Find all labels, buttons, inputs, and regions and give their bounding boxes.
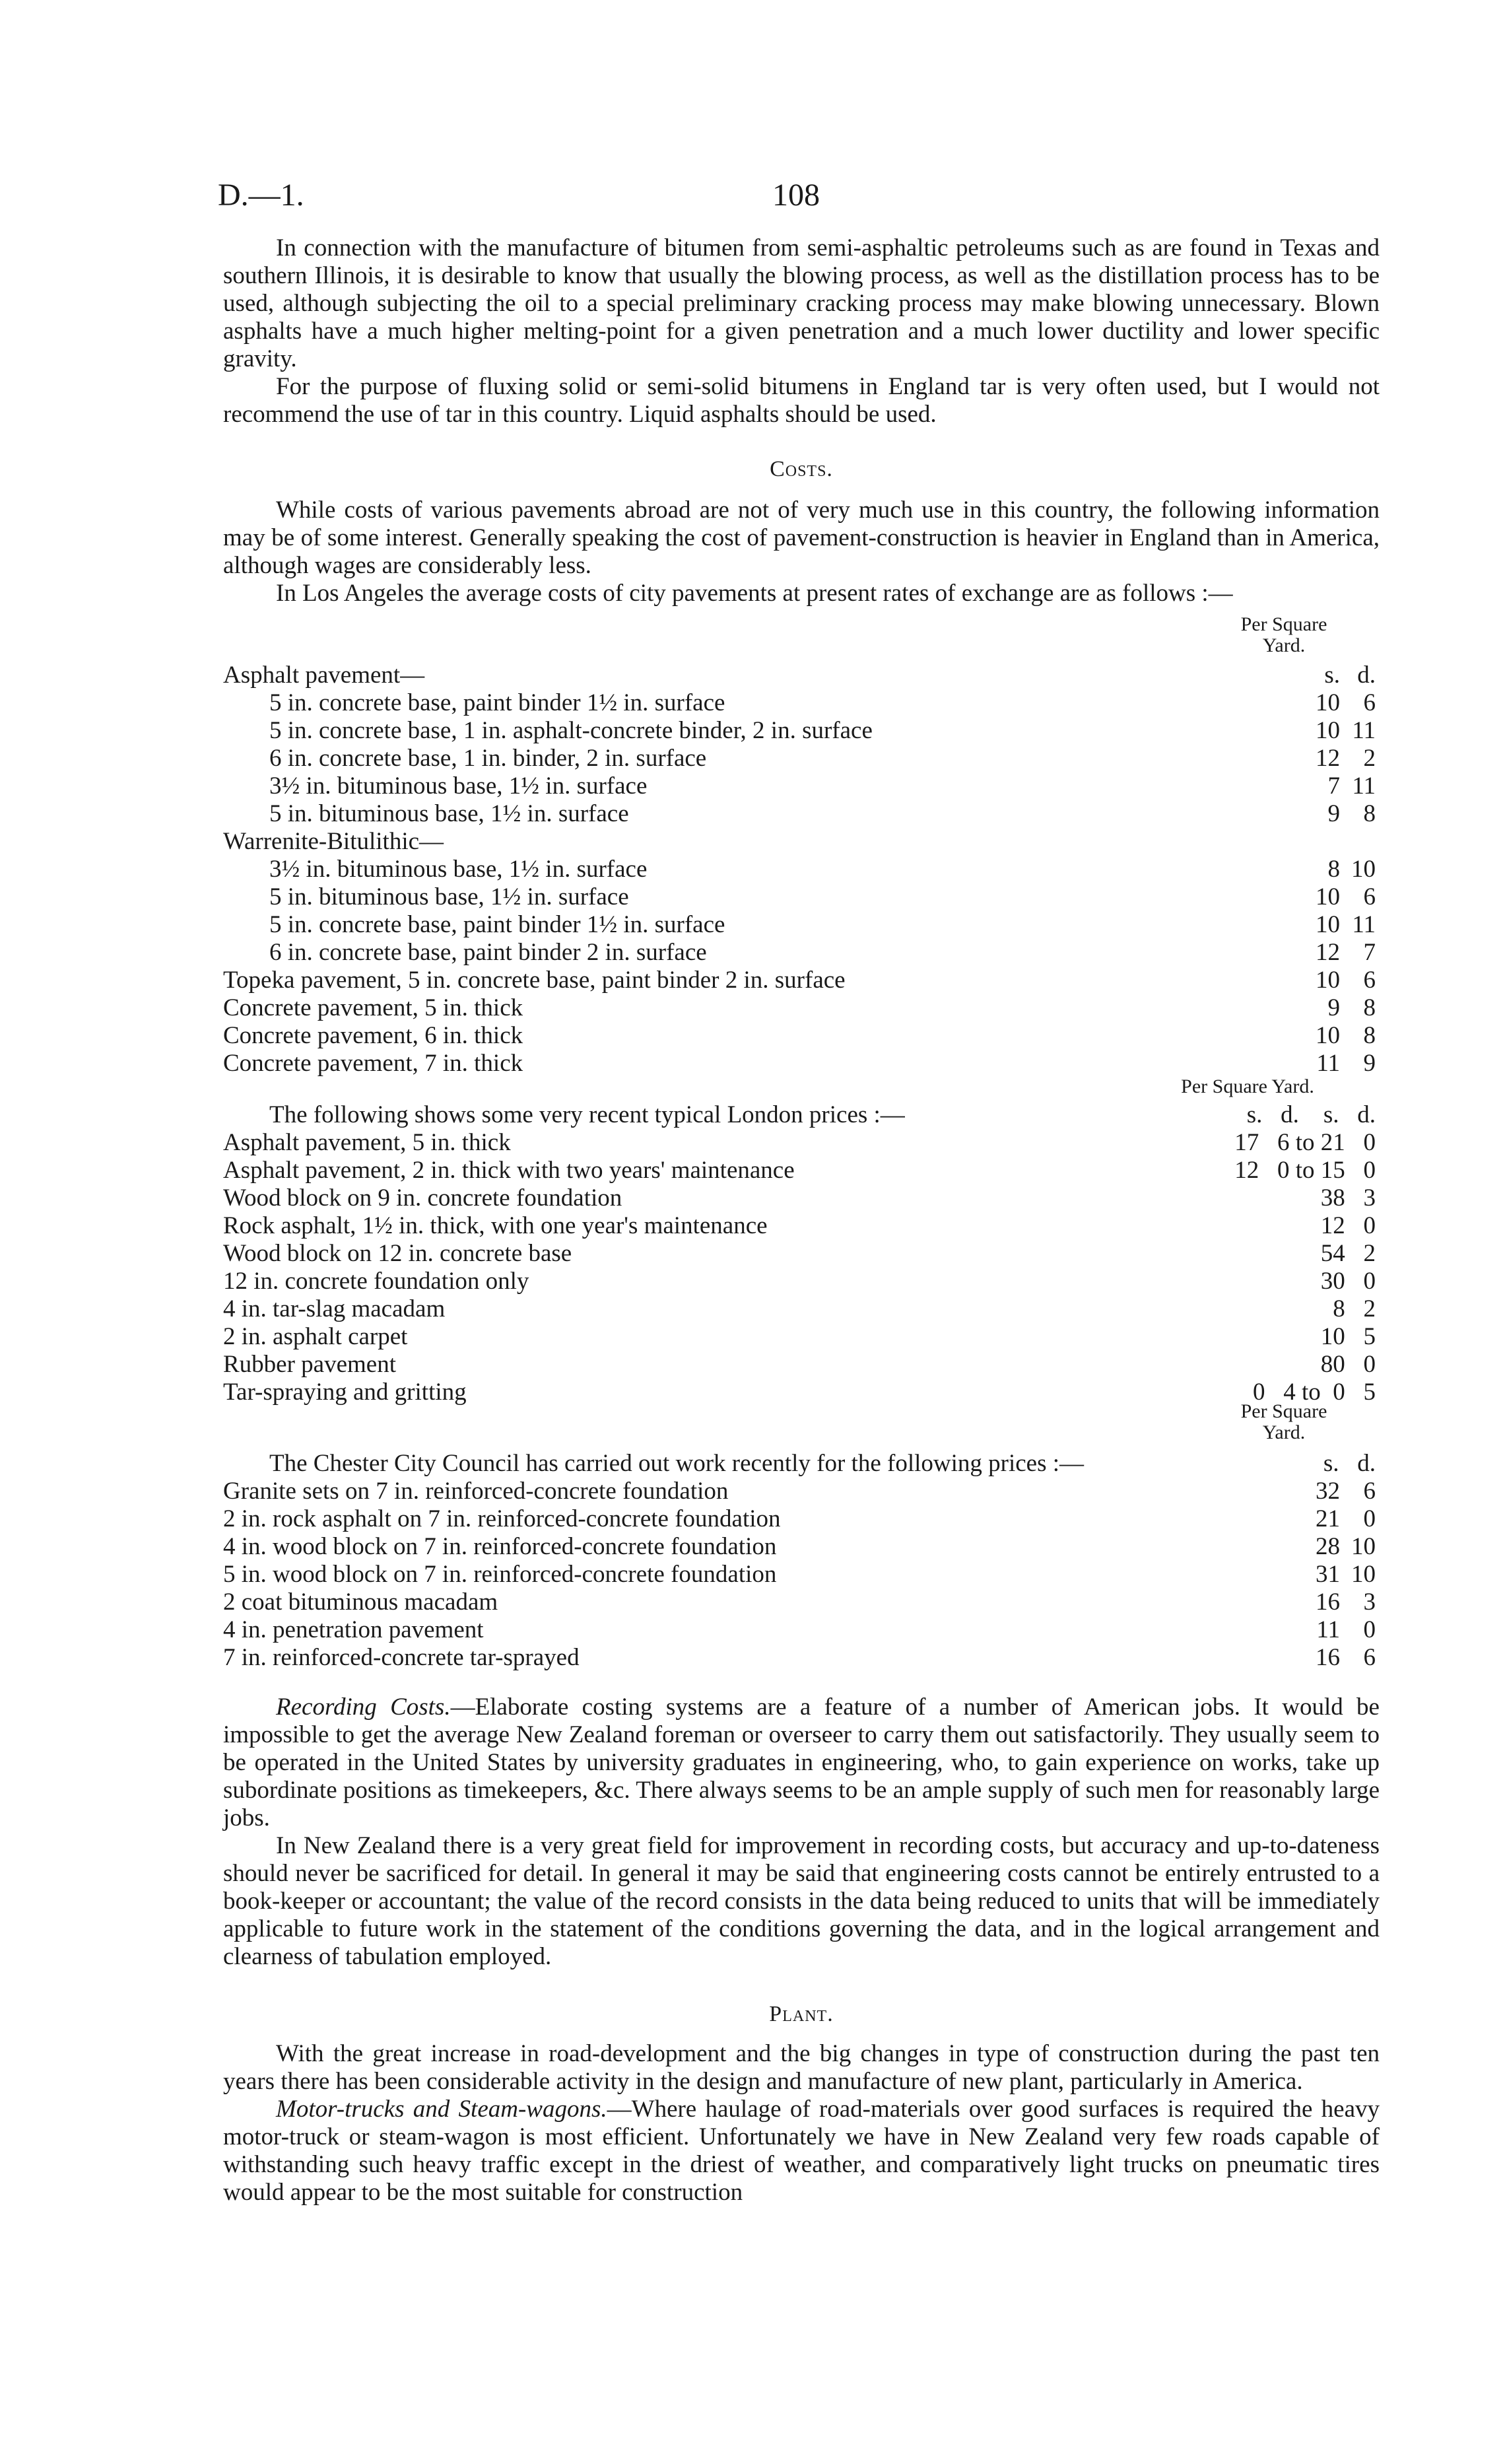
- london-intro: The following shows some very recent typical London prices :—: [269, 1101, 905, 1128]
- row-price: 12 0: [1320, 1212, 1376, 1239]
- recording-text: —Elaborate costing systems are a feature of a number of American jobs. It would be impossible to get the average New Zealand foreman or overseer to carry them out satisfactorily. They usually seem to be operated in the United States by university graduates in engineering, who, to gain experience on works, take up subordinate positions as timekeepers, &c. There always seems to be an ample supply of such men for reasonably large jobs.: [223, 1694, 1380, 1831]
- table-row: [223, 1351, 1380, 1379]
- row-label: Concrete pavement, 7 in. thick: [223, 1050, 523, 1077]
- row-shillings: 10: [1316, 883, 1340, 910]
- recording-paragraph-2: In New Zealand there is a very great field for improvement in recording costs, but accuracy and up-to-dateness should never be sacrificed for detail. In general it may be said that engineering costs cannot be entirely entrusted to a book-keeper or accountant; the value of the record consists in the data being reduced to units that will be immediately applicable to future work in the statement of the conditions governing the data, and in the logical arrangement and clearness of tabulation employed.: [223, 1832, 1380, 1970]
- table-row: [223, 1184, 1380, 1212]
- row-shillings: 12: [1316, 745, 1340, 772]
- table-row: [223, 1212, 1380, 1240]
- table-row: [223, 1268, 1380, 1295]
- table-row: [223, 800, 1380, 828]
- row-label: 6 in. concrete base, paint binder 2 in. surface: [269, 939, 707, 966]
- row-price: 10 5: [1320, 1323, 1376, 1350]
- table-row: [223, 1478, 1380, 1505]
- row-label: Granite sets on 7 in. reinforced-concrete foundation: [223, 1478, 729, 1505]
- row-pence: 11: [1352, 772, 1376, 800]
- table-row: [223, 1050, 1380, 1078]
- table-row: [223, 1022, 1380, 1050]
- row-shillings: 7: [1327, 772, 1340, 800]
- row-label: 2 coat bituminous macadam: [223, 1589, 498, 1616]
- row-label: 2 in. asphalt carpet: [223, 1323, 408, 1350]
- chester-intro-row: [223, 1450, 1380, 1478]
- table-row: [223, 1589, 1380, 1616]
- row-shillings: 11: [1316, 1616, 1340, 1643]
- row-pence: 0: [1363, 1616, 1376, 1643]
- row-price: 30 0: [1320, 1268, 1376, 1295]
- row-shillings: 32: [1316, 1478, 1340, 1505]
- table-row: [223, 1157, 1380, 1184]
- row-label: 4 in. wood block on 7 in. reinforced-concrete foundation: [223, 1533, 777, 1560]
- row-pence: 10: [1351, 1561, 1376, 1588]
- row-shillings: 10: [1316, 717, 1340, 744]
- recording-section: [223, 1694, 1380, 1971]
- unit-d: d.: [1357, 662, 1376, 689]
- row-label: Concrete pavement, 5 in. thick: [223, 994, 523, 1021]
- costs-paragraph: In Los Angeles the average costs of city pavements at present rates of exchange are as follows :—: [276, 580, 1233, 607]
- header-code: D.—1.: [218, 178, 304, 213]
- row-label: Wood block on 9 in. concrete foundation: [223, 1184, 622, 1212]
- row-shillings: 10: [1316, 689, 1340, 716]
- page-number: 108: [772, 178, 820, 213]
- row-pence: 6: [1363, 689, 1376, 716]
- london-intro-row: [223, 1101, 1380, 1129]
- intro-paragraph: In connection with the manufacture of bitumen from semi-asphaltic petroleums such as are found in Texas and southern Illinois, it is desirable to know that usually the blowing process, as well as the distillation process has to be used, although subjecting the oil to a special preliminary cracking process may make blowing unnecessary. Blown asphalts have a much higher melting-point for a given penetration and a much lower ductility and lower specific gravity.: [223, 234, 1380, 372]
- row-label: 4 in. penetration pavement: [223, 1616, 484, 1643]
- row-label: 5 in. wood block on 7 in. reinforced-concrete foundation: [223, 1561, 777, 1588]
- table-row: [223, 745, 1380, 772]
- row-label: Asphalt pavement, 2 in. thick with two years' maintenance: [223, 1157, 795, 1184]
- costs-heading: Costs.: [770, 457, 833, 481]
- row-shillings: 10: [1316, 967, 1340, 994]
- table-row: [223, 1533, 1380, 1561]
- row-pence: 6: [1363, 967, 1376, 994]
- plant-section: [223, 2040, 1380, 2207]
- row-label: Wood block on 12 in. concrete base: [223, 1240, 572, 1267]
- la-column-head: Per Square Yard.: [1240, 613, 1327, 656]
- table-row: [223, 1295, 1380, 1323]
- row-pence: 7: [1363, 939, 1376, 966]
- row-price: 54 2: [1320, 1240, 1376, 1267]
- row-shillings: 16: [1316, 1644, 1340, 1671]
- row-label: 6 in. concrete base, 1 in. binder, 2 in. surface: [269, 745, 707, 772]
- row-pence: 10: [1351, 1533, 1376, 1560]
- row-label: 5 in. bituminous base, 1½ in. surface: [269, 800, 629, 827]
- row-pence: 9: [1363, 1050, 1376, 1077]
- row-shillings: 16: [1316, 1589, 1340, 1616]
- row-label: 5 in. concrete base, paint binder 1½ in. surface: [269, 911, 725, 938]
- row-shillings: 10: [1316, 911, 1340, 938]
- unit-s: s.: [1324, 662, 1340, 689]
- table-row: [223, 662, 1380, 689]
- plant-heading: Plant.: [769, 2002, 834, 2026]
- row-price: 38 3: [1320, 1184, 1376, 1212]
- row-label: Asphalt pavement—: [223, 662, 425, 689]
- table-row: [223, 689, 1380, 717]
- london-column-head: Per Square Yard.: [1181, 1076, 1314, 1097]
- row-pence: 10: [1351, 856, 1376, 883]
- row-shillings: 11: [1316, 1050, 1340, 1077]
- london-units: s. d. s. d.: [1246, 1101, 1376, 1128]
- row-label: 5 in. concrete base, paint binder 1½ in. surface: [269, 689, 725, 716]
- row-label: Warrenite-Bitulithic—: [223, 828, 444, 855]
- motor-paragraph: [223, 2096, 1380, 2207]
- table-row: [223, 967, 1380, 994]
- row-pence: 6: [1363, 883, 1376, 910]
- row-label: Concrete pavement, 6 in. thick: [223, 1022, 523, 1049]
- row-pence: 3: [1363, 1589, 1376, 1616]
- row-label: 4 in. tar-slag macadam: [223, 1295, 446, 1322]
- row-shillings: 31: [1316, 1561, 1340, 1588]
- costs-paragraph: While costs of various pavements abroad are not of very much use in this country, the following information may be of some interest. Generally speaking the cost of pavement-construction is heavier in England than in America, although wages are considerably less.: [223, 496, 1380, 579]
- row-label: 3½ in. bituminous base, 1½ in. surface: [269, 772, 648, 800]
- table-row: [223, 1379, 1380, 1406]
- intro-section: [223, 234, 1380, 428]
- plant-paragraph: With the great increase in road-development and the big changes in type of construction during the past ten years there has been considerable activity in the design and manufacture of new plant, particularly in America.: [223, 2040, 1380, 2095]
- motor-text: —Where haulage of road-materials over good surfaces is required the heavy motor-truck or steam-wagon is most efficient. Unfortunately we have in New Zealand very few roads capable of withstanding such heavy traffic except in the driest of weather, and comparatively light trucks on pneumatic tires would appear to be the most suitable for construction: [223, 2096, 1380, 2206]
- row-shillings: 21: [1316, 1505, 1340, 1532]
- recording-paragraph: [223, 1694, 1380, 1832]
- row-price: 0 4 to 0 5: [1252, 1379, 1376, 1406]
- row-pence: 0: [1363, 1505, 1376, 1532]
- row-pence: 8: [1363, 800, 1376, 827]
- row-price: 8 2: [1333, 1295, 1376, 1322]
- row-price: 17 6 to 21 0: [1234, 1129, 1376, 1156]
- table-row: [223, 911, 1380, 939]
- table-row: [223, 939, 1380, 967]
- row-pence: 2: [1363, 745, 1376, 772]
- row-label: 3½ in. bituminous base, 1½ in. surface: [269, 856, 648, 883]
- table-row: [223, 1323, 1380, 1351]
- row-pence: 8: [1363, 1022, 1376, 1049]
- row-shillings: 12: [1316, 939, 1340, 966]
- row-pence: 6: [1363, 1478, 1376, 1505]
- table-row: [223, 1240, 1380, 1268]
- recording-title: Recording Costs.: [276, 1694, 451, 1721]
- row-shillings: 9: [1327, 994, 1340, 1021]
- row-shillings: 8: [1327, 856, 1340, 883]
- chester-units: s. d.: [1323, 1450, 1376, 1477]
- row-label: 5 in. concrete base, 1 in. asphalt-concrete binder, 2 in. surface: [269, 717, 873, 744]
- row-shillings: 10: [1316, 1022, 1340, 1049]
- row-pence: 11: [1352, 717, 1376, 744]
- row-price: 80 0: [1320, 1351, 1376, 1378]
- row-label: Rock asphalt, 1½ in. thick, with one year's maintenance: [223, 1212, 768, 1239]
- row-label: Asphalt pavement, 5 in. thick: [223, 1129, 511, 1156]
- table-row: [223, 994, 1380, 1022]
- table-row: [223, 828, 1380, 856]
- row-pence: 6: [1363, 1644, 1376, 1671]
- motor-title: Motor-trucks and Steam-wagons.: [276, 2096, 607, 2123]
- intro-paragraph: For the purpose of fluxing solid or semi-solid bitumens in England tar is very often used, but I would not recommend the use of tar in this country. Liquid asphalts should be used.: [223, 373, 1380, 428]
- row-label: 2 in. rock asphalt on 7 in. reinforced-concrete foundation: [223, 1505, 781, 1532]
- row-label: Rubber pavement: [223, 1351, 396, 1378]
- table-row: [223, 856, 1380, 883]
- table-row: [223, 1644, 1380, 1672]
- table-row: [223, 772, 1380, 800]
- row-label: 5 in. bituminous base, 1½ in. surface: [269, 883, 629, 910]
- table-row: [223, 883, 1380, 911]
- row-shillings: 28: [1316, 1533, 1340, 1560]
- table-row: [223, 717, 1380, 745]
- row-label: Tar-spraying and gritting: [223, 1379, 467, 1406]
- table-row: [223, 1129, 1380, 1157]
- row-shillings: 9: [1327, 800, 1340, 827]
- table-row: [223, 1505, 1380, 1533]
- table-row: [223, 1561, 1380, 1589]
- row-pence: 11: [1352, 911, 1376, 938]
- table-row: [223, 1616, 1380, 1644]
- chester-intro: The Chester City Council has carried out work recently for the following prices :—: [269, 1450, 1085, 1477]
- chester-column-head: Per Square Yard.: [1240, 1400, 1327, 1443]
- row-label: Topeka pavement, 5 in. concrete base, paint binder 2 in. surface: [223, 967, 846, 994]
- row-pence: 8: [1363, 994, 1376, 1021]
- costs-intro: [223, 496, 1380, 607]
- row-price: 12 0 to 15 0: [1234, 1157, 1376, 1184]
- row-label: 7 in. reinforced-concrete tar-sprayed: [223, 1644, 580, 1671]
- row-label: 12 in. concrete foundation only: [223, 1268, 529, 1295]
